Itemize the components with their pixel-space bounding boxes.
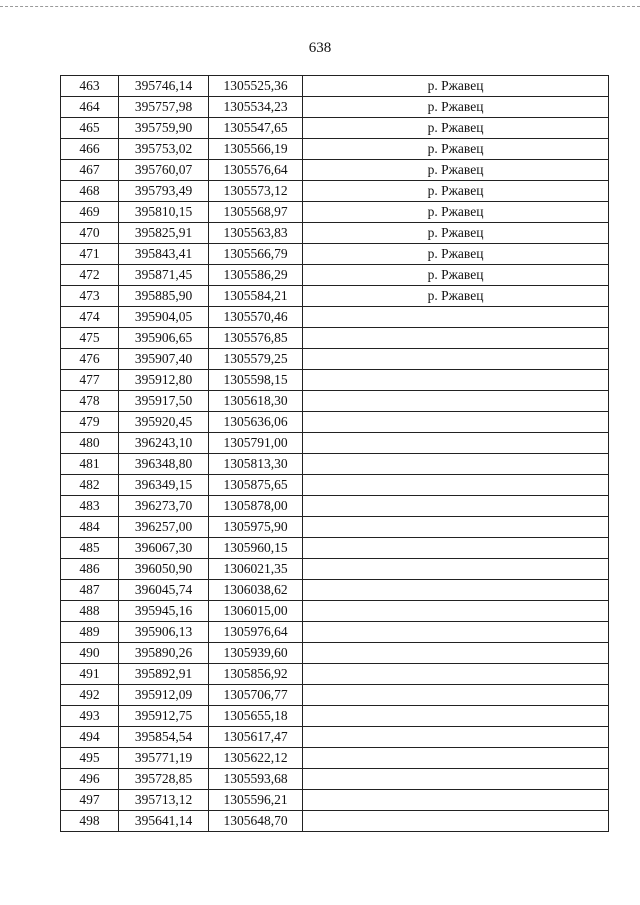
y-coordinate-cell: 1305586,29: [209, 265, 303, 286]
table-row: [61, 202, 609, 223]
x-coordinate-cell: 395912,80: [119, 370, 209, 391]
point-number-cell: 487: [61, 580, 119, 601]
table-row: [61, 748, 609, 769]
y-coordinate-cell: 1305636,06: [209, 412, 303, 433]
y-coordinate-cell: 1305568,97: [209, 202, 303, 223]
table-row: [61, 76, 609, 97]
x-coordinate-cell: 395912,09: [119, 685, 209, 706]
y-coordinate-cell: 1305573,12: [209, 181, 303, 202]
y-coordinate-cell: 1305598,15: [209, 370, 303, 391]
note-cell: [303, 685, 609, 706]
point-number-cell: 498: [61, 811, 119, 832]
point-number-cell: 473: [61, 286, 119, 307]
y-coordinate-cell: 1305525,36: [209, 76, 303, 97]
point-number-cell: 471: [61, 244, 119, 265]
table-row: [61, 370, 609, 391]
x-coordinate-cell: 395771,19: [119, 748, 209, 769]
x-coordinate-cell: 395810,15: [119, 202, 209, 223]
table-row: [61, 286, 609, 307]
x-coordinate-cell: 395917,50: [119, 391, 209, 412]
table-row: [61, 223, 609, 244]
point-number-cell: 491: [61, 664, 119, 685]
table-row: [61, 517, 609, 538]
x-coordinate-cell: 396067,30: [119, 538, 209, 559]
y-coordinate-cell: 1305875,65: [209, 475, 303, 496]
x-coordinate-cell: 395746,14: [119, 76, 209, 97]
note-cell: р. Ржавец: [303, 97, 609, 118]
y-coordinate-cell: 1305878,00: [209, 496, 303, 517]
x-coordinate-cell: 395871,45: [119, 265, 209, 286]
y-coordinate-cell: 1305566,79: [209, 244, 303, 265]
x-coordinate-cell: 395759,90: [119, 118, 209, 139]
note-cell: р. Ржавец: [303, 118, 609, 139]
x-coordinate-cell: 395854,54: [119, 727, 209, 748]
x-coordinate-cell: 395753,02: [119, 139, 209, 160]
point-number-cell: 478: [61, 391, 119, 412]
x-coordinate-cell: 395793,49: [119, 181, 209, 202]
x-coordinate-cell: 395641,14: [119, 811, 209, 832]
point-number-cell: 472: [61, 265, 119, 286]
point-number-cell: 484: [61, 517, 119, 538]
note-cell: [303, 622, 609, 643]
table-row: [61, 685, 609, 706]
y-coordinate-cell: 1305617,47: [209, 727, 303, 748]
table-row: [61, 664, 609, 685]
table-row: [61, 433, 609, 454]
table-row: [61, 97, 609, 118]
point-number-cell: 477: [61, 370, 119, 391]
note-cell: [303, 391, 609, 412]
y-coordinate-cell: 1305618,30: [209, 391, 303, 412]
table-row: [61, 160, 609, 181]
x-coordinate-cell: 396273,70: [119, 496, 209, 517]
table-row: [61, 328, 609, 349]
note-cell: р. Ржавец: [303, 265, 609, 286]
note-cell: [303, 433, 609, 454]
table-row: [61, 349, 609, 370]
note-cell: [303, 580, 609, 601]
note-cell: [303, 412, 609, 433]
point-number-cell: 490: [61, 643, 119, 664]
y-coordinate-cell: 1305593,68: [209, 769, 303, 790]
note-cell: [303, 328, 609, 349]
table-row: [61, 181, 609, 202]
x-coordinate-cell: 396050,90: [119, 559, 209, 580]
point-number-cell: 469: [61, 202, 119, 223]
point-number-cell: 489: [61, 622, 119, 643]
coordinates-table: [60, 75, 609, 832]
point-number-cell: 494: [61, 727, 119, 748]
point-number-cell: 465: [61, 118, 119, 139]
y-coordinate-cell: 1305563,83: [209, 223, 303, 244]
table-row: [61, 475, 609, 496]
page-number: 638: [308, 40, 332, 56]
x-coordinate-cell: 395890,26: [119, 643, 209, 664]
table-row: [61, 139, 609, 160]
y-coordinate-cell: 1305975,90: [209, 517, 303, 538]
table-row: [61, 580, 609, 601]
point-number-cell: 464: [61, 97, 119, 118]
point-number-cell: 482: [61, 475, 119, 496]
y-coordinate-cell: 1305648,70: [209, 811, 303, 832]
x-coordinate-cell: 395843,41: [119, 244, 209, 265]
note-cell: [303, 559, 609, 580]
table-row: [61, 769, 609, 790]
scan-top-edge: [0, 6, 640, 7]
note-cell: [303, 769, 609, 790]
note-cell: [303, 475, 609, 496]
y-coordinate-cell: 1305976,64: [209, 622, 303, 643]
y-coordinate-cell: 1305570,46: [209, 307, 303, 328]
table-row: [61, 265, 609, 286]
point-number-cell: 479: [61, 412, 119, 433]
y-coordinate-cell: 1305579,25: [209, 349, 303, 370]
point-number-cell: 481: [61, 454, 119, 475]
note-cell: р. Ржавец: [303, 202, 609, 223]
note-cell: [303, 454, 609, 475]
x-coordinate-cell: 395757,98: [119, 97, 209, 118]
x-coordinate-cell: 396348,80: [119, 454, 209, 475]
x-coordinate-cell: 395713,12: [119, 790, 209, 811]
point-number-cell: 470: [61, 223, 119, 244]
y-coordinate-cell: 1305596,21: [209, 790, 303, 811]
point-number-cell: 496: [61, 769, 119, 790]
x-coordinate-cell: 396045,74: [119, 580, 209, 601]
table-row: [61, 496, 609, 517]
note-cell: р. Ржавец: [303, 244, 609, 265]
y-coordinate-cell: 1305534,23: [209, 97, 303, 118]
y-coordinate-cell: 1305566,19: [209, 139, 303, 160]
y-coordinate-cell: 1305813,30: [209, 454, 303, 475]
x-coordinate-cell: 395760,07: [119, 160, 209, 181]
x-coordinate-cell: 395906,65: [119, 328, 209, 349]
table-row: [61, 559, 609, 580]
x-coordinate-cell: 395892,91: [119, 664, 209, 685]
y-coordinate-cell: 1305576,85: [209, 328, 303, 349]
note-cell: р. Ржавец: [303, 139, 609, 160]
point-number-cell: 480: [61, 433, 119, 454]
x-coordinate-cell: 395945,16: [119, 601, 209, 622]
table-row: [61, 811, 609, 832]
table-row: [61, 790, 609, 811]
table-row: [61, 244, 609, 265]
note-cell: [303, 538, 609, 559]
x-coordinate-cell: 395728,85: [119, 769, 209, 790]
point-number-cell: 497: [61, 790, 119, 811]
note-cell: [303, 370, 609, 391]
table-row: [61, 454, 609, 475]
x-coordinate-cell: 395907,40: [119, 349, 209, 370]
x-coordinate-cell: 395906,13: [119, 622, 209, 643]
note-cell: [303, 517, 609, 538]
table-row: [61, 622, 609, 643]
x-coordinate-cell: 395885,90: [119, 286, 209, 307]
note-cell: [303, 601, 609, 622]
y-coordinate-cell: 1306015,00: [209, 601, 303, 622]
y-coordinate-cell: 1305791,00: [209, 433, 303, 454]
note-cell: р. Ржавец: [303, 160, 609, 181]
point-number-cell: 486: [61, 559, 119, 580]
point-number-cell: 488: [61, 601, 119, 622]
table-row: [61, 643, 609, 664]
table-row: [61, 706, 609, 727]
x-coordinate-cell: 396243,10: [119, 433, 209, 454]
note-cell: [303, 349, 609, 370]
note-cell: [303, 811, 609, 832]
point-number-cell: 483: [61, 496, 119, 517]
table-row: [61, 412, 609, 433]
x-coordinate-cell: 395912,75: [119, 706, 209, 727]
table-row: [61, 538, 609, 559]
note-cell: р. Ржавец: [303, 286, 609, 307]
point-number-cell: 492: [61, 685, 119, 706]
point-number-cell: 467: [61, 160, 119, 181]
y-coordinate-cell: 1305939,60: [209, 643, 303, 664]
note-cell: [303, 727, 609, 748]
y-coordinate-cell: 1305960,15: [209, 538, 303, 559]
note-cell: [303, 643, 609, 664]
table-row: [61, 391, 609, 412]
note-cell: [303, 664, 609, 685]
y-coordinate-cell: 1305856,92: [209, 664, 303, 685]
point-number-cell: 474: [61, 307, 119, 328]
x-coordinate-cell: 395904,05: [119, 307, 209, 328]
point-number-cell: 463: [61, 76, 119, 97]
point-number-cell: 468: [61, 181, 119, 202]
y-coordinate-cell: 1305706,77: [209, 685, 303, 706]
y-coordinate-cell: 1306021,35: [209, 559, 303, 580]
x-coordinate-cell: 395920,45: [119, 412, 209, 433]
note-cell: [303, 496, 609, 517]
table-row: [61, 601, 609, 622]
note-cell: р. Ржавец: [303, 76, 609, 97]
point-number-cell: 466: [61, 139, 119, 160]
x-coordinate-cell: 395825,91: [119, 223, 209, 244]
note-cell: р. Ржавец: [303, 181, 609, 202]
y-coordinate-cell: 1305576,64: [209, 160, 303, 181]
point-number-cell: 475: [61, 328, 119, 349]
note-cell: [303, 706, 609, 727]
note-cell: [303, 307, 609, 328]
table-row: [61, 727, 609, 748]
point-number-cell: 493: [61, 706, 119, 727]
note-cell: р. Ржавец: [303, 223, 609, 244]
y-coordinate-cell: 1305584,21: [209, 286, 303, 307]
y-coordinate-cell: 1305547,65: [209, 118, 303, 139]
note-cell: [303, 790, 609, 811]
y-coordinate-cell: 1306038,62: [209, 580, 303, 601]
point-number-cell: 485: [61, 538, 119, 559]
y-coordinate-cell: 1305655,18: [209, 706, 303, 727]
point-number-cell: 495: [61, 748, 119, 769]
note-cell: [303, 748, 609, 769]
y-coordinate-cell: 1305622,12: [209, 748, 303, 769]
x-coordinate-cell: 396349,15: [119, 475, 209, 496]
coordinates-table-body: [61, 76, 609, 832]
point-number-cell: 476: [61, 349, 119, 370]
table-row: [61, 307, 609, 328]
table-row: [61, 118, 609, 139]
x-coordinate-cell: 396257,00: [119, 517, 209, 538]
